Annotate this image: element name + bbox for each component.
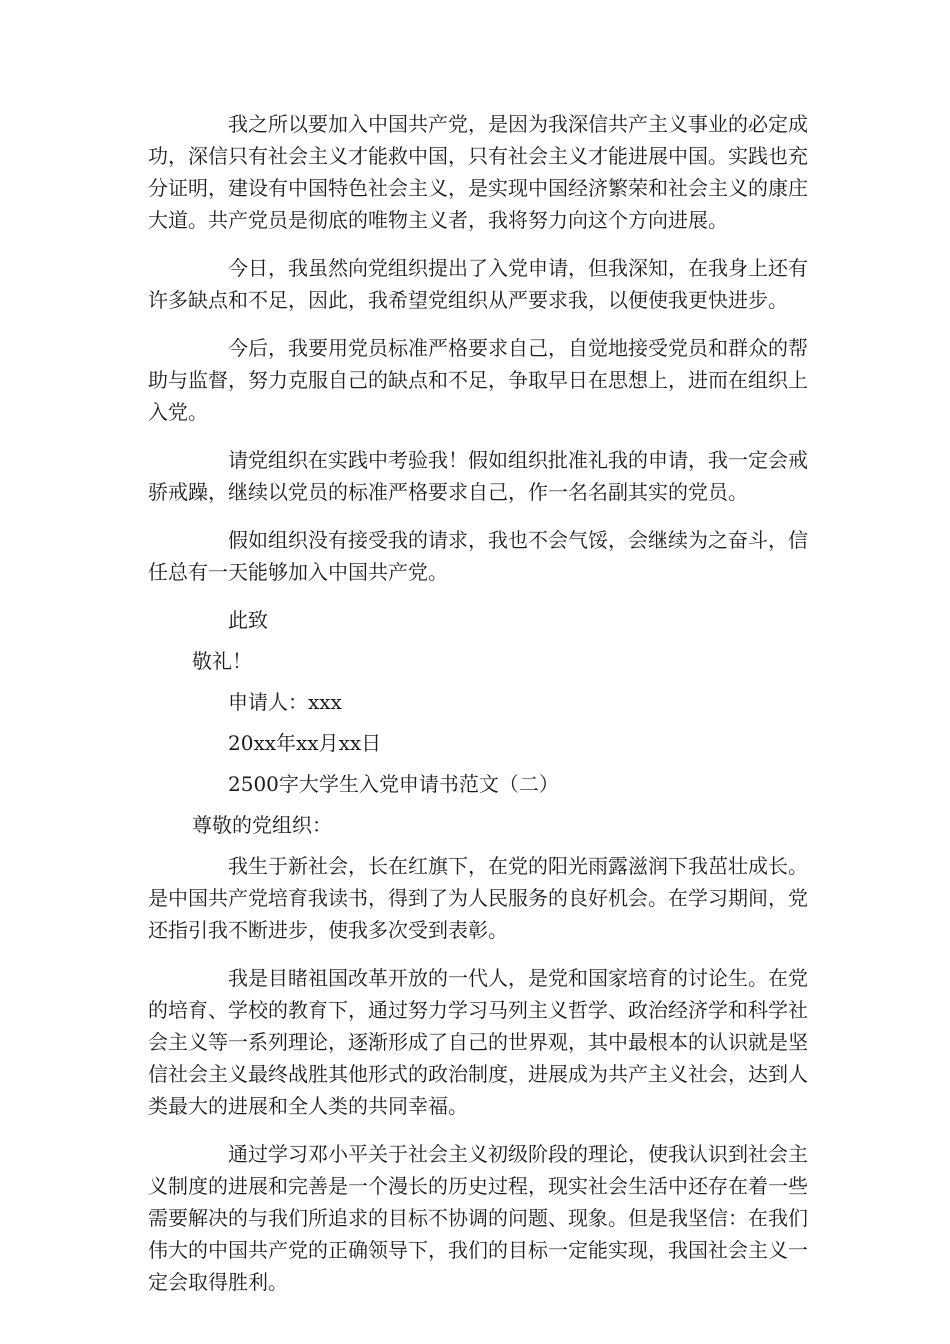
applicant-line: 申请人：xxx: [228, 690, 342, 714]
paragraph: 今后，我要用党员标准严格要求自己，自觉地接受党员和群众的帮助与监督，努力克服自己的缺点和不足，争取早日在思想上，进而在组织上入党。: [148, 336, 808, 424]
paragraph: 我是目睹祖国改革开放的一代人，是党和国家培育的讨论生。在党的培育、学校的教育下，通过努力学习马列主义哲学、政治经济学和科学社会主义等一系列理论，逐渐形成了自己的世界观，其中最根本的认识就是坚信社会主义最终战胜其他形式的政治制度，进展成为共产主义社会，达到人类最大的进展和全人类的共同幸福。: [148, 966, 808, 1118]
paragraph: 请党组织在实践中考验我！假如组织批准礼我的申请，我一定会戒骄戒躁，继续以党员的标准严格要求自己，作一名名副其实的党员。: [148, 448, 808, 504]
document-body: [148, 108, 808, 1314]
greeting-line: 尊敬的党组织：: [192, 813, 332, 837]
section-title: 2500字大学生入党申请书范文（二）: [228, 772, 559, 796]
salute-line: 敬礼！: [192, 649, 252, 673]
closing-line: 此致: [228, 608, 268, 632]
paragraph: 今日，我虽然向党组织提出了入党申请，但我深知，在我身上还有许多缺点和不足，因此，我希望党组织从严要求我，以便使我更快进步。: [148, 256, 808, 312]
paragraph: 我之所以要加入中国共产党，是因为我深信共产主义事业的必定成功，深信只有社会主义才能救中国，只有社会主义才能进展中国。实践也充分证明，建设有中国特色社会主义，是实现中国经济繁荣和社会主义的康庄大道。共产党员是彻底的唯物主义者，我将努力向这个方向进展。: [148, 112, 808, 232]
paragraph: 通过学习邓小平关于社会主义初级阶段的理论，使我认识到社会主义制度的进展和完善是一个漫长的历史过程，现实社会生活中还存在着一些需要解决的与我们所追求的目标不协调的问题、现象。但是我坚信：在我们伟大的中国共产党的正确领导下，我们的目标一定能实现，我国社会主义一定会取得胜利。: [148, 1142, 808, 1294]
paragraph: 我生于新社会，长在红旗下，在党的阳光雨露滋润下我茁壮成长。是中国共产党培育我读书，得到了为人民服务的良好机会。在学习期间，党还指引我不断进步，使我多次受到表彰。: [148, 854, 808, 942]
paragraph: 假如组织没有接受我的请求，我也不会气馁，会继续为之奋斗，信任总有一天能够加入中国共产党。: [148, 528, 808, 584]
date-line: 20xx年xx月xx日: [228, 731, 382, 755]
